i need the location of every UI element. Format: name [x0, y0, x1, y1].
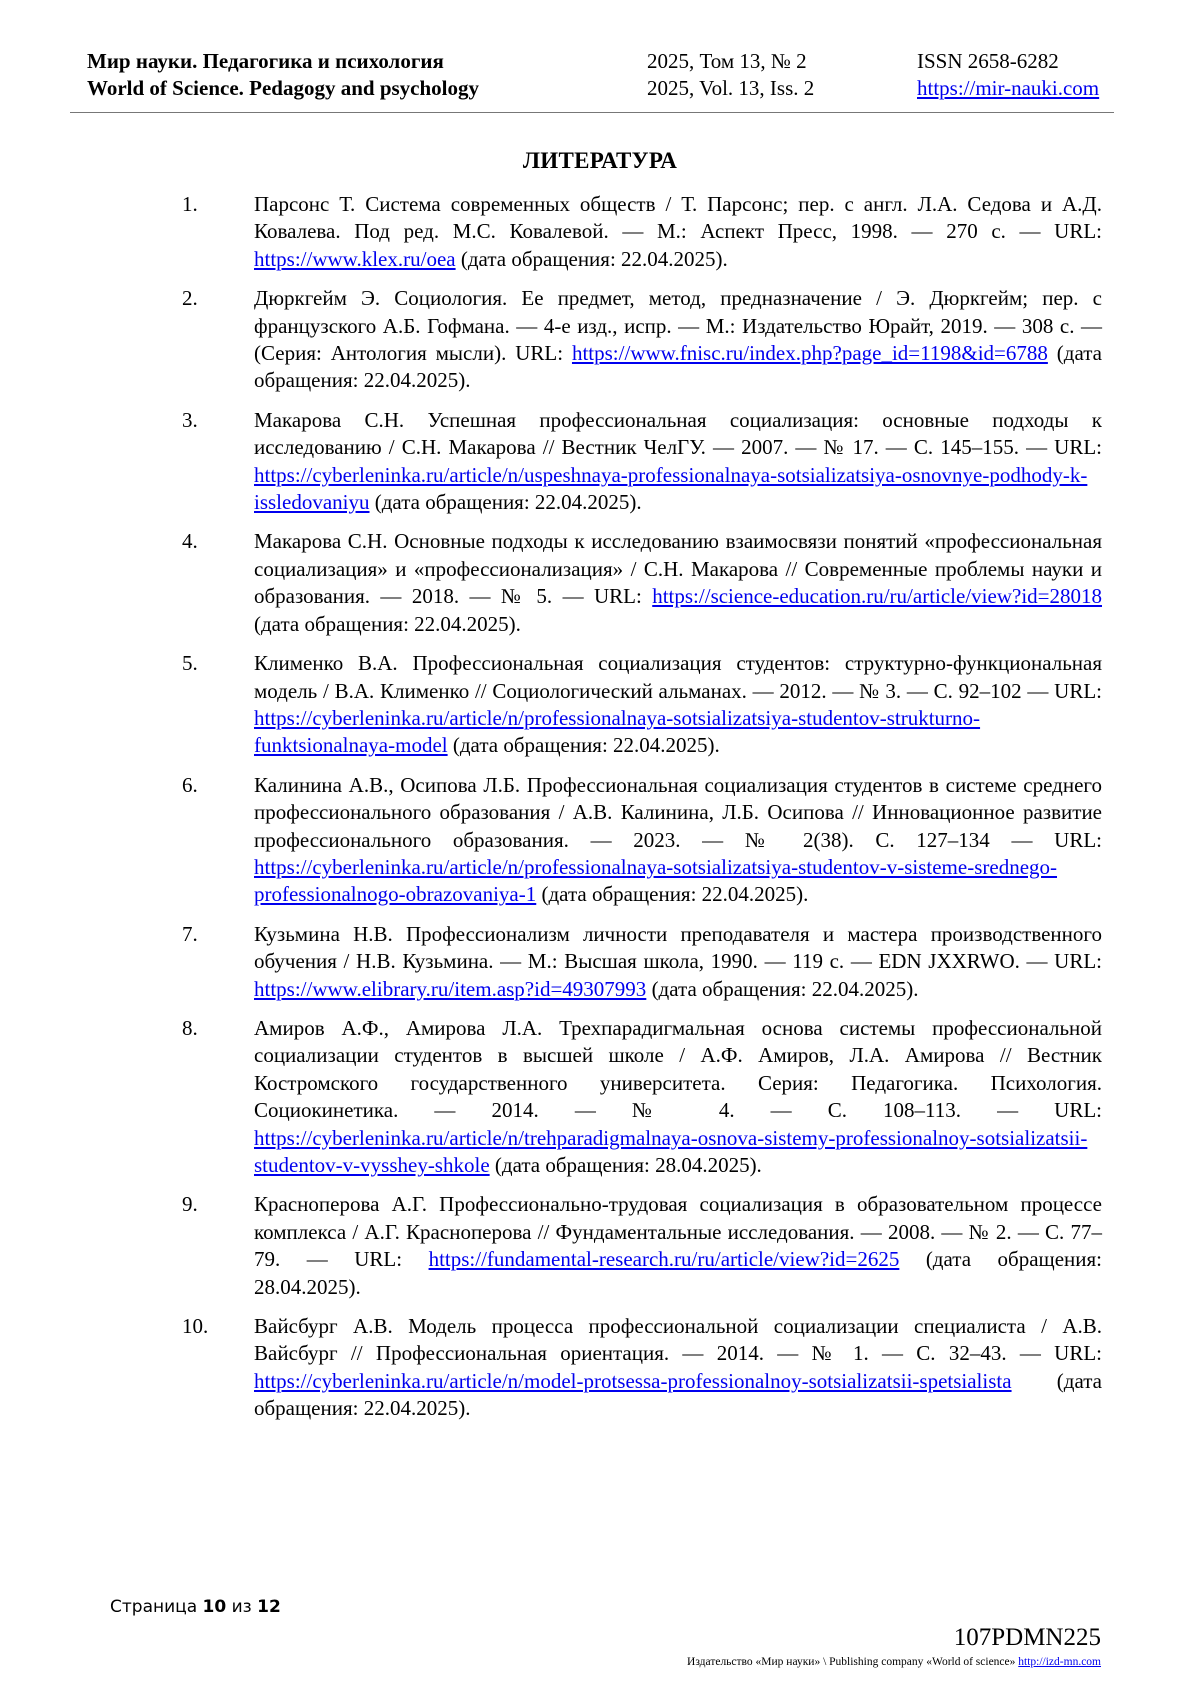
page-current: 10 — [202, 1597, 227, 1617]
reference-number: 5. — [182, 651, 198, 676]
reference-access-date: (дата обращения: 28.04.2025). — [254, 1247, 1102, 1299]
publisher-link[interactable]: http://izd-mn.com — [1018, 1656, 1101, 1668]
reference-text — [254, 407, 1102, 517]
reference-citation: Красноперова А.Г. Профессионально-трудовая социализация в образовательном процессе комплекса / А.Г. Красноперова // Фундаментальные исследования. — 2008. — № 2. — С. 77–79. — URL: — [254, 1192, 1102, 1272]
reference-access-date: (дата обращения: 22.04.2025). — [254, 341, 1102, 393]
reference-citation: Парсонс Т. Система современных обществ / Т. Парсонс; пер. с англ. Л.А. Седова и А.Д. Ковалева. Под ред. М.С. Ковалевой. — М.: Аспект Пресс, 1998. — 270 с. — URL: — [254, 192, 1102, 244]
reference-text — [254, 1313, 1102, 1423]
page-title: ЛИТЕРАТУРА — [522, 148, 678, 173]
reference-item — [182, 921, 1102, 1003]
reference-number: 2. — [182, 286, 198, 311]
reference-access-date: (дата обращения: 22.04.2025). — [254, 1368, 1102, 1421]
reference-number: 4. — [182, 529, 198, 554]
reference-citation: Калинина А.В., Осипова Л.Б. Профессиональная социализация студентов в системе среднего профессионального образования / А.В. Калинина, Л.Б. Осипова // Инновационное развитие профессионального образования. — 2023. — № 2(38). С. 127–134 — URL: — [254, 772, 1102, 852]
reference-number: 1. — [182, 192, 198, 216]
reference-number: 6. — [182, 772, 198, 797]
journal-site-link[interactable]: https://mir-nauki.com — [917, 76, 1100, 100]
reference-number: 3. — [182, 407, 198, 432]
reference-citation: Клименко В.А. Профессиональная социализация студентов: структурно-функциональная модель / В.А. Клименко // Социологический альманах. — 2012. — № 3. — С. 92–102 — URL: — [254, 651, 1102, 703]
issue-en: 2025, Vol. 13, Iss. 2 — [647, 76, 815, 100]
reference-number: 7. — [182, 921, 198, 946]
journal-header — [87, 48, 1112, 102]
header-row-ru — [87, 48, 1112, 75]
reference-citation: Дюркгейм Э. Социология. Ее предмет, метод, предназначение / Э. Дюркгейм; пер. с французского А.Б. Гофмана. — 4-е изд., испр. — М.: Издательство Юрайт, 2019. — 308 с. — (Серия: Антология мысли). URL: — [254, 286, 1102, 366]
reference-item — [182, 1313, 1102, 1423]
reference-number: 8. — [182, 1015, 198, 1040]
publisher-line — [687, 1656, 1101, 1668]
issn: ISSN 2658-6282 — [917, 49, 1059, 73]
reference-text — [254, 528, 1102, 638]
reference-text — [254, 191, 1102, 273]
reference-list — [182, 191, 1102, 1435]
reference-access-date: (дата обращения: 22.04.2025). — [455, 246, 728, 271]
article-code: 107PDMN225 — [953, 1624, 1101, 1651]
reference-item — [182, 1191, 1102, 1301]
reference-citation: Амиров А.Ф., Амирова Л.А. Трехпарадигмальная основа системы профессиональной социализации студентов в высшей школе / А.Ф. Амиров, Л.А. Амирова // Вестник Костромского государственного университета. Серия: Педагогика. Психология. Социокинетика. — 2014. — № 4. — С. 108–113. — URL: — [254, 1015, 1102, 1123]
reference-citation: Макарова С.Н. Основные подходы к исследованию взаимосвязи понятий «профессиональная социализация» и «профессионализация» / С.Н. Макарова // Современные проблемы науки и образования. — 2018. — № 5. — URL: — [254, 529, 1102, 609]
reference-url-link[interactable]: https://fundamental-research.ru/ru/article/view?id=2625 — [428, 1247, 900, 1272]
reference-item — [182, 285, 1102, 395]
reference-text — [254, 772, 1102, 909]
reference-number: 9. — [182, 1192, 198, 1217]
reference-url-link[interactable]: https://www.elibrary.ru/item.asp?id=49307993 — [254, 976, 647, 1001]
reference-access-date: (дата обращения: 22.04.2025). — [536, 882, 809, 907]
reference-text — [254, 1015, 1102, 1179]
reference-item — [182, 772, 1102, 909]
reference-url-link[interactable]: https://cyberleninka.ru/article/n/professionalnaya-sotsializatsiya-studentov-v-sisteme-srednego-professionalnogo-obrazovaniya-1 — [254, 854, 1058, 907]
reference-item — [182, 650, 1102, 760]
reference-url-link[interactable]: https://www.fnisc.ru/index.php?page_id=1198&id=6788 — [571, 341, 1048, 366]
reference-citation: Вайсбург А.В. Модель процесса профессиональной социализации специалиста / А.В. Вайсбург // Профессиональная ориентация. — 2014. — № 1. — С. 32–43. — URL: — [254, 1314, 1102, 1366]
header-divider — [70, 112, 1114, 113]
reference-url-link[interactable]: https://cyberleninka.ru/article/n/model-protsessa-professionalnoy-sotsializatsii-spetsialista — [254, 1368, 1012, 1393]
reference-citation: Кузьмина Н.В. Профессионализм личности преподавателя и мастера производственного обучения / Н.В. Кузьмина. — М.: Высшая школа, 1990. — 119 с. — EDN JXXRWO. — URL: — [254, 921, 1102, 974]
reference-access-date: (дата обращения: 22.04.2025). — [447, 733, 720, 758]
journal-title-en: World of Science. Pedagogy and psychology — [87, 76, 480, 100]
publisher-text: Издательство «Мир науки» \ Publishing company «World of science» — [687, 1656, 1016, 1668]
reference-citation: Макарова С.Н. Успешная профессиональная социализация: основные подходы к исследованию / С.Н. Макарова // Вестник ЧелГУ. — 2007. — № 17. — С. 145–155. — URL: — [254, 407, 1102, 460]
issue-ru: 2025, Том 13, № 2 — [647, 49, 807, 73]
reference-text — [254, 650, 1102, 760]
page-total: 12 — [257, 1597, 281, 1617]
reference-item — [182, 191, 1102, 273]
reference-item — [182, 1015, 1102, 1179]
reference-text — [254, 285, 1102, 395]
page-of: из — [231, 1597, 252, 1617]
page-counter — [110, 1597, 281, 1617]
header-row-en — [87, 75, 1112, 102]
reference-item — [182, 528, 1102, 638]
page-label: Страница — [110, 1597, 198, 1617]
reference-text — [254, 921, 1102, 1003]
journal-title-ru: Мир науки. Педагогика и психология — [87, 49, 444, 73]
reference-access-date: (дата обращения: 22.04.2025). — [369, 490, 642, 515]
reference-text — [254, 1191, 1102, 1301]
reference-url-link[interactable]: https://www.klex.ru/oea — [254, 246, 456, 271]
reference-url-link[interactable]: https://cyberleninka.ru/article/n/uspeshnaya-professionalnaya-sotsializatsiya-osnovnye-podhody-k-issledovaniyu — [254, 462, 1088, 515]
reference-number: 10. — [182, 1314, 209, 1339]
reference-url-link[interactable]: https://cyberleninka.ru/article/n/trehparadigmalnaya-osnova-sistemy-professionalnoy-sotsializatsii-studentov-v-vysshey-shkole — [254, 1125, 1088, 1177]
reference-item — [182, 407, 1102, 517]
reference-access-date: (дата обращения: 28.04.2025). — [489, 1153, 762, 1177]
reference-access-date: (дата обращения: 22.04.2025). — [646, 976, 919, 1001]
reference-access-date: (дата обращения: 22.04.2025). — [254, 611, 521, 636]
reference-url-link[interactable]: https://science-education.ru/ru/article/view?id=28018 — [652, 584, 1102, 609]
reference-url-link[interactable]: https://cyberleninka.ru/article/n/professionalnaya-sotsializatsiya-studentov-strukturno-funktsionalnaya-model — [254, 705, 981, 758]
